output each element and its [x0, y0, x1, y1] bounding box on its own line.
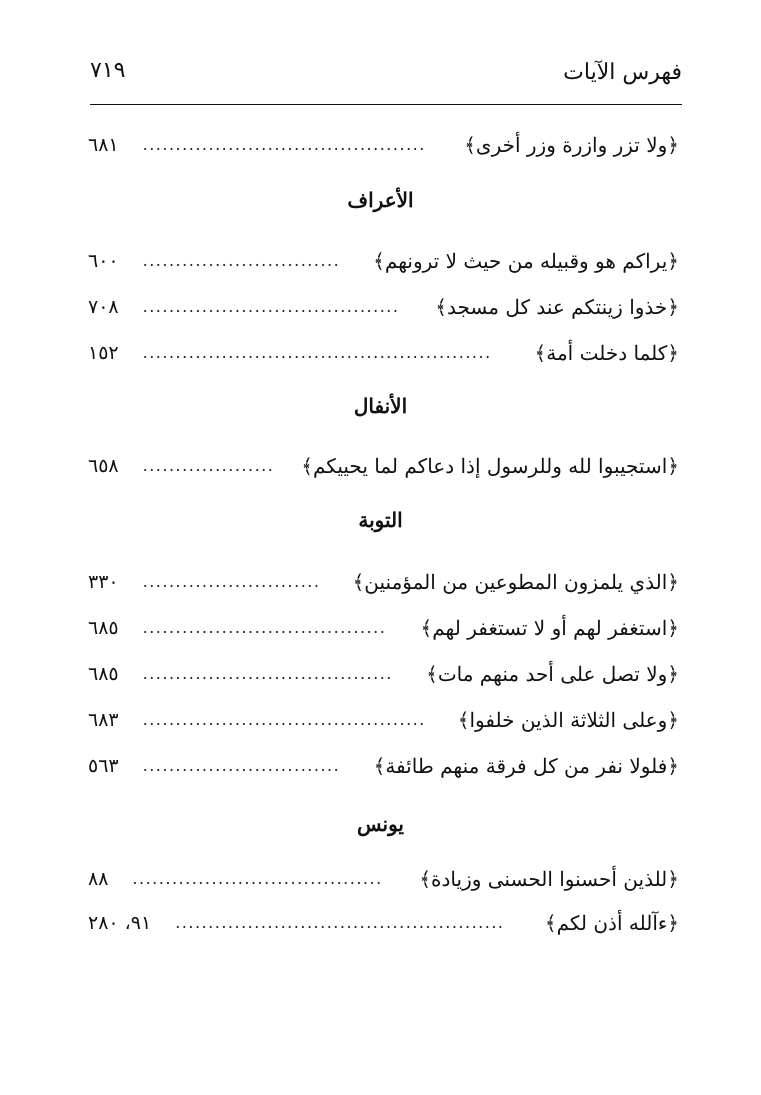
verse-page-ref: ٦٥٨ [88, 455, 119, 477]
verse-text: ﴿الذي يلمزون المطوعين من المؤمنين﴾ [352, 570, 679, 594]
verse-text: ﴿ولا تصل على أحد منهم مات﴾ [426, 662, 679, 686]
verse-page-ref: ٥٦٣ [88, 755, 119, 777]
dot-leader: ...................................... [142, 664, 393, 683]
dot-leader: .................................................. [175, 913, 505, 932]
dot-leader: ..................................... [142, 618, 387, 637]
verse-text: ﴿فلولا نفر من كل فرقة منهم طائفة﴾ [373, 754, 679, 778]
dot-leader: ........................... [142, 572, 321, 591]
verse-text: ﴿استغفر لهم أو لا تستغفر لهم﴾ [420, 616, 679, 640]
page-number: ٧١٩ [90, 58, 126, 83]
dot-leader: ..................................................... [142, 343, 492, 362]
verse-entry [88, 906, 679, 940]
verse-page-ref: ٦٨٥ [88, 617, 119, 639]
dot-leader: .................... [142, 456, 275, 475]
verse-text: ﴿للذين أحسنوا الحسنى وزيادة﴾ [419, 867, 679, 891]
dot-leader: .............................. [142, 756, 341, 775]
surah-heading: التوبة [358, 508, 403, 532]
verse-entry [88, 862, 679, 896]
verse-entry [88, 657, 679, 691]
verse-entry [88, 336, 679, 370]
verse-text: ﴿وعلى الثلاثة الذين خلفوا﴾ [457, 708, 679, 732]
verse-entry [88, 565, 679, 599]
verse-page-ref: ٨٨ [88, 868, 109, 890]
verse-page-ref: ٣٣٠ [88, 571, 119, 593]
surah-heading: الأعراف [347, 188, 414, 212]
verse-text: ﴿خذوا زينتكم عند كل مسجد﴾ [435, 295, 679, 319]
verse-entry [88, 703, 679, 737]
verse-text: ﴿كلما دخلت أمة﴾ [534, 341, 679, 365]
dot-leader: ....................................... [142, 297, 400, 316]
verse-page-ref: ٦٠٠ [88, 250, 119, 272]
verse-entry [88, 244, 679, 278]
verse-page-ref: ٦٨٣ [88, 709, 119, 731]
verse-page-ref: ١٥٢ [88, 342, 119, 364]
verse-page-ref: ٦٨٥ [88, 663, 119, 685]
verse-entry [88, 128, 679, 162]
verse-text: ﴿يراكم هو وقبيله من حيث لا ترونهم﴾ [373, 249, 679, 273]
dot-leader: ........................................... [142, 710, 426, 729]
verse-entry [88, 290, 679, 324]
verse-entry [88, 449, 679, 483]
verse-text: ﴿استجيبوا لله وللرسول إذا دعاكم لما يحييكم﴾ [301, 454, 679, 478]
verse-entry [88, 611, 679, 645]
verse-entry [88, 749, 679, 783]
surah-heading: يونس [357, 812, 404, 836]
verse-page-ref: ٩١، ٢٨٠ [88, 912, 152, 934]
verse-page-ref: ٦٨١ [88, 134, 119, 156]
running-title: فهرس الآيات [563, 60, 682, 85]
verse-text: ﴿ءآلله أذن لكم﴾ [544, 911, 679, 935]
dot-leader: ........................................... [142, 135, 426, 154]
dot-leader: .............................. [142, 251, 341, 270]
dot-leader: ...................................... [132, 869, 383, 888]
surah-heading: الأنفال [353, 394, 408, 418]
verse-page-ref: ٧٠٨ [88, 296, 119, 318]
verse-text: ﴿ولا تزر وازرة وزر أخرى﴾ [464, 133, 679, 157]
